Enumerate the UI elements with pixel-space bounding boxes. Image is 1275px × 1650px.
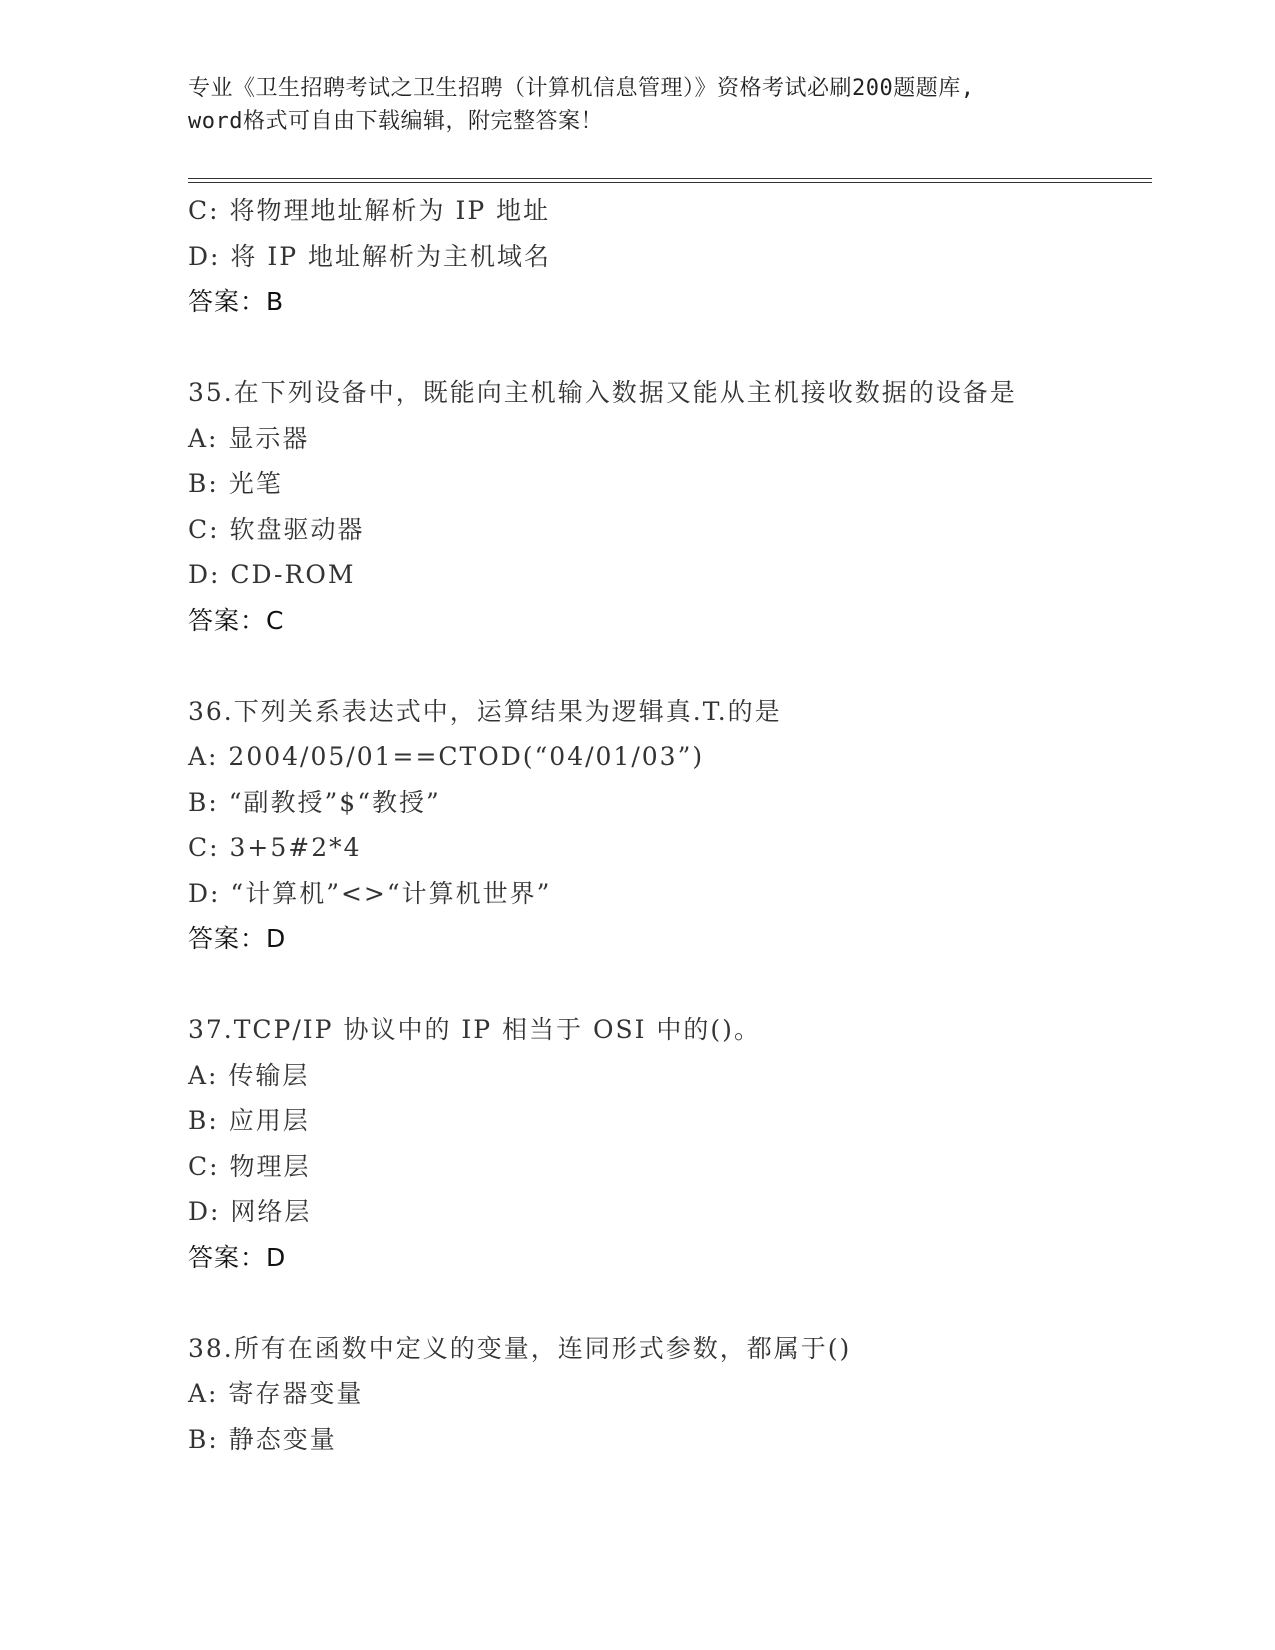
- spacer: [188, 1280, 1148, 1326]
- option-d: D: CD-ROM: [188, 560, 356, 589]
- question-34-tail: [188, 188, 1148, 370]
- option-c: C: 将物理地址解析为 IP 地址: [188, 196, 551, 225]
- option-d: D: 网络层: [188, 1197, 312, 1226]
- option-b: B: 应用层: [188, 1106, 310, 1135]
- option-b: B: 光笔: [188, 469, 283, 498]
- header-line-2: word格式可自由下载编辑，附完整答案！: [188, 109, 603, 134]
- option-b: B: “副教授”$“教授”: [188, 787, 441, 817]
- answer: 答案：B: [188, 287, 285, 316]
- question-stem: 38.所有在函数中定义的变量，连同形式参数，都属于(): [188, 1333, 852, 1363]
- question-list: [188, 188, 1148, 1462]
- header-divider: [188, 178, 1152, 183]
- spacer: [188, 325, 1148, 371]
- option-c: C: 物理层: [188, 1151, 311, 1181]
- question-37: [188, 1007, 1148, 1326]
- option-b: B: 静态变量: [188, 1424, 337, 1454]
- option-c: C: 软盘驱动器: [188, 514, 365, 544]
- option-a: A: 寄存器变量: [188, 1379, 364, 1408]
- question-stem: 35.在下列设备中，既能向主机输入数据又能从主机接收数据的设备是: [188, 378, 1017, 407]
- header-line-1: 专业《卫生招聘考试之卫生招聘（计算机信息管理）》资格考试必刷200题题库,: [188, 76, 975, 101]
- question-stem: 37.TCP/IP 协议中的 IP 相当于 OSI 中的()。: [188, 1015, 761, 1044]
- option-a: A: 2004/05/01==CTOD(“04/01/03”): [188, 742, 705, 771]
- option-d: D: 将 IP 地址解析为主机域名: [188, 241, 552, 271]
- answer: 答案：D: [188, 1242, 287, 1272]
- option-a: A: 传输层: [188, 1060, 310, 1090]
- document-header: [188, 72, 1088, 138]
- question-35: [188, 370, 1148, 689]
- option-d: D: “计算机”<>“计算机世界”: [188, 878, 552, 908]
- answer: 答案：D: [188, 924, 287, 953]
- option-c: C: 3+5#2*4: [188, 833, 362, 862]
- answer: 答案：C: [188, 605, 285, 635]
- spacer: [188, 643, 1148, 689]
- question-38: [188, 1326, 1148, 1463]
- spacer: [188, 962, 1148, 1008]
- question-stem: 36.下列关系表达式中，运算结果为逻辑真.T.的是: [188, 696, 782, 726]
- option-a: A: 显示器: [188, 423, 310, 453]
- question-36: [188, 689, 1148, 1008]
